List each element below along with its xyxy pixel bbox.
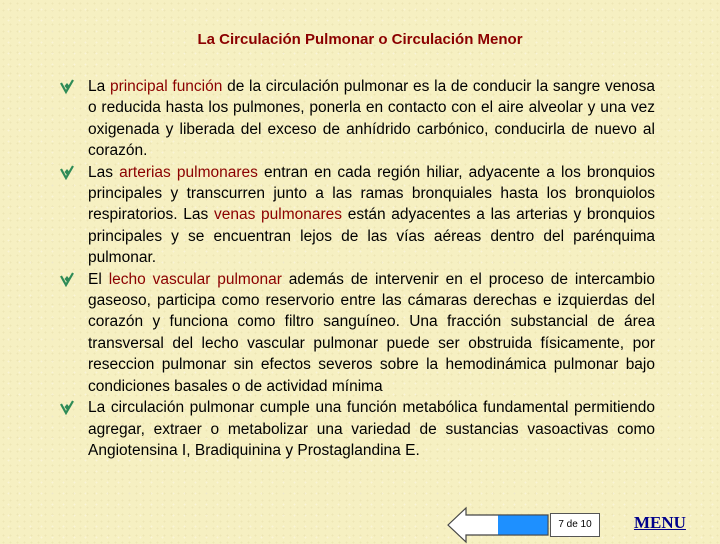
checkmark-diamond-icon <box>60 164 74 180</box>
slide-title: La Circulación Pulmonar o Circulación Menor <box>197 31 523 48</box>
list-item: El lecho vascular pulmonar además de intervenir en el proceso de intercambio gaseoso, participa como reservorio entre las cámaras derechas e izquierdas del corazón y funciona como filtro sanguíneo. Una fracción substancial de área transversal del lecho vascular pulmonar puede ser obstruida físicamente, por reseccion pulmonar sin efectos severos sobre la hemodinámica pulmonar bajo condiciones basales o de actividad mínima <box>60 269 655 397</box>
checkmark-diamond-icon <box>60 399 74 415</box>
bullet-list <box>60 76 655 461</box>
checkmark-diamond-icon <box>60 78 74 94</box>
highlight-term: venas pulmonares <box>213 206 343 224</box>
checkmark-diamond-icon <box>60 271 74 287</box>
menu-link[interactable]: MENU <box>634 513 686 532</box>
highlight-term: lecho vascular pulmonar <box>108 270 282 288</box>
list-item: La circulación pulmonar cumple una función metabólica fundamental permitiendo agregar, extraer o metabolizar una variedad de sustancias vasoactivas como Angiotensina I, Bradiquinina y Prostaglandina E. <box>60 397 655 461</box>
list-item: La principal función de la circulación pulmonar es la de conducir la sangre venosa o reducida hasta los pulmones, ponerla en contacto con el aire alveolar y una vez oxigenada y liberada del exceso de anhídrido carbónico, conducirla de nuevo al corazón. <box>60 76 655 162</box>
page-indicator: 7 de 10 <box>550 513 600 537</box>
highlight-term: arterias pulmonares <box>119 163 258 181</box>
back-arrow-icon[interactable] <box>446 506 550 544</box>
list-item: Las arterias pulmonares entran en cada región hiliar, adyacente a los bronquios principales y transcurren junto a las ramas bronquiales hasta los bronquiolos respiratorios. Las venas pulmonares están adyacentes a las arterias y bronquios principales y se encuentran lejos de las vías aéreas dentro del parénquima pulmonar. <box>60 162 655 269</box>
highlight-term: principal función <box>109 78 223 95</box>
